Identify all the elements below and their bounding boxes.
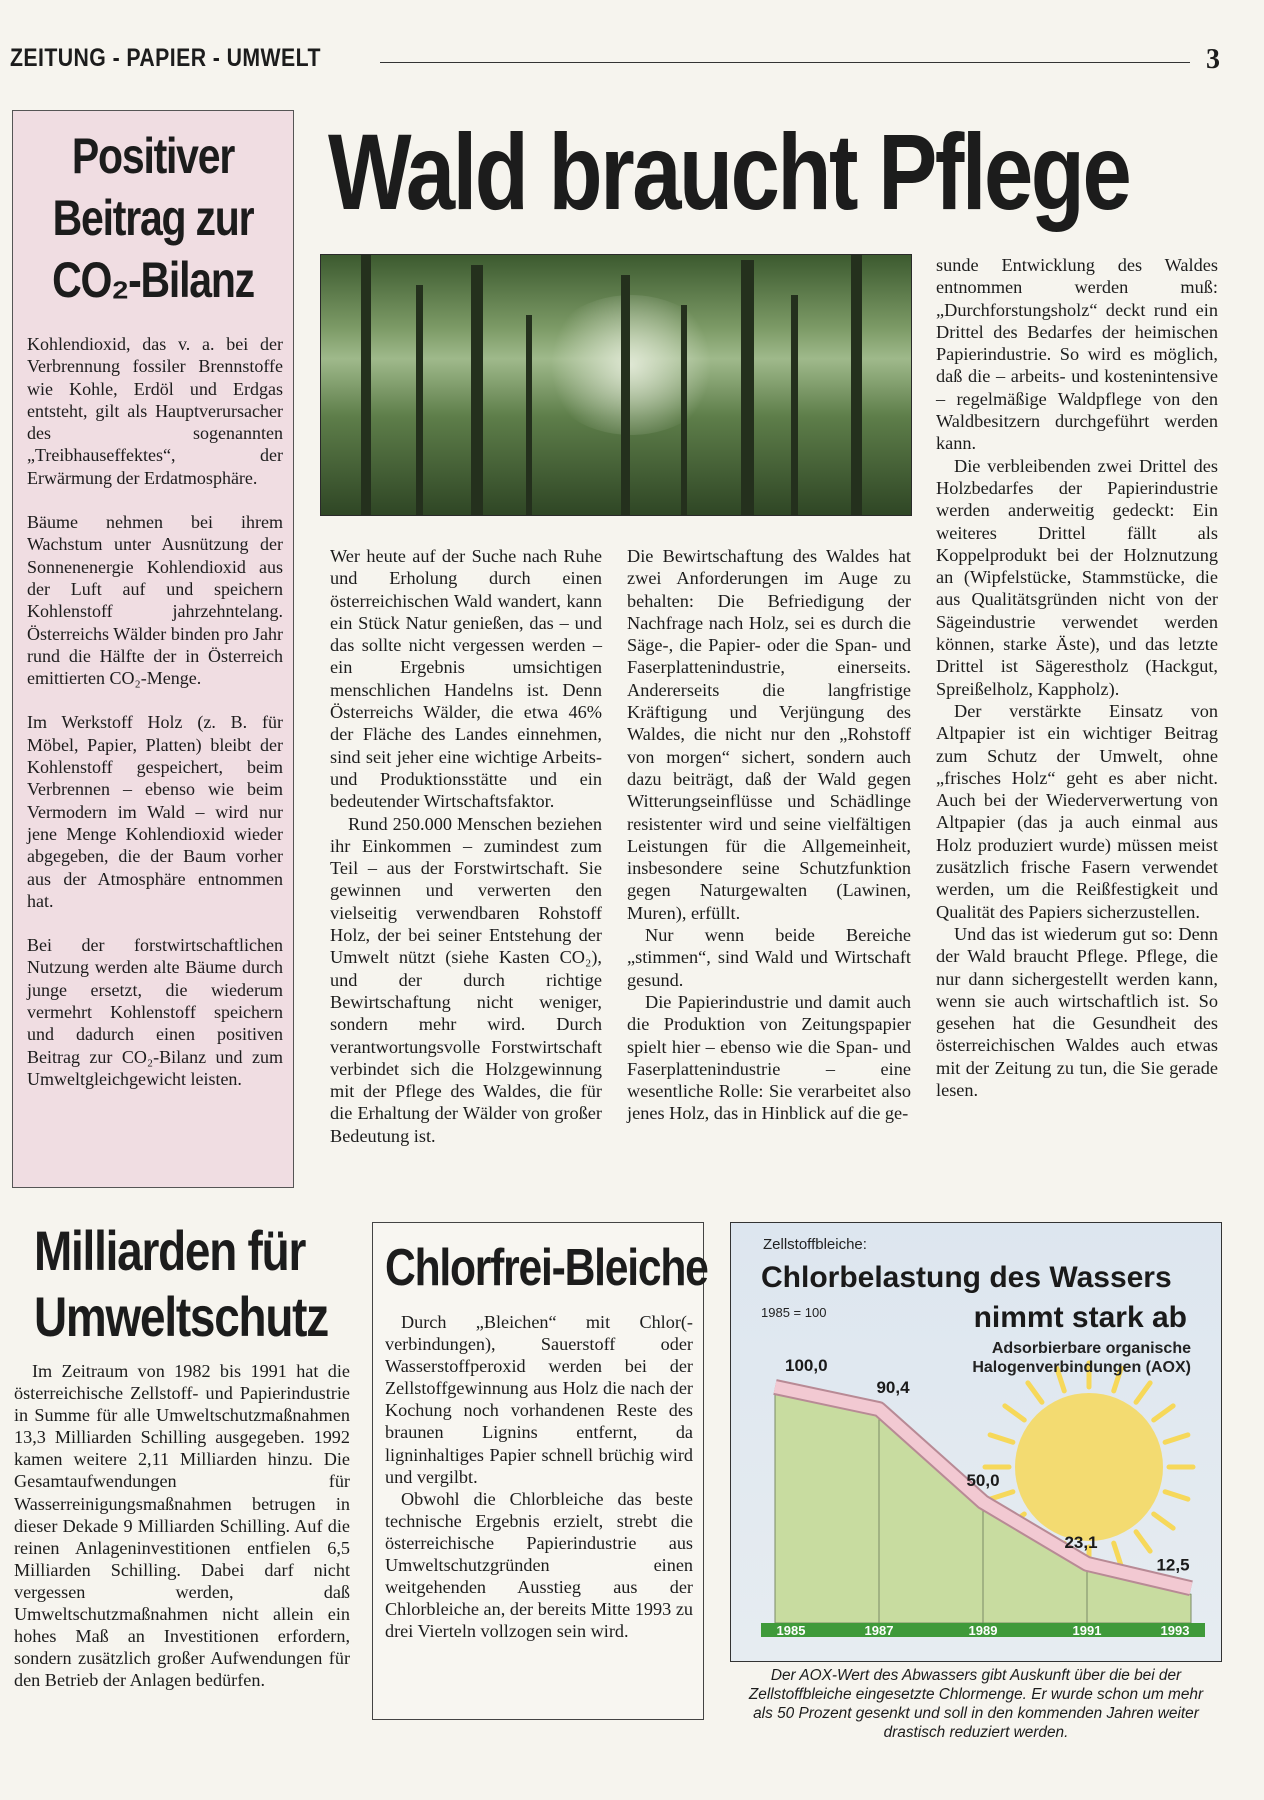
article-paragraph: Rund 250.000 Menschen beziehen ihr Einkommen – zumindest zum Teil – aus der Forstwirtschaft. Sie gewinnen und verwerten den vielseitig verwendbaren Rohstoff Holz, der bei seiner Entstehung der Umwelt nützt (siehe Kasten CO₂), und der durch richtige Bewirtschaftung nicht weniger, sondern mehr wird. Durch verantwortungsvolle Forstwirtschaft verbindet sich die Holzgewinnung mit der Pflege des Waldes, die für die Erhaltung der Wälder von großer Bedeutung ist. (330, 813, 602, 1146)
chlorfrei-paragraph: Obwohl die Chlorbleiche das beste technische Ergebnis erzielt, strebt die österreichische Papierindustrie aus Umweltschutzgründen einen weitgehenden Ausstieg aus der Chlorbleiche an, der bereits Mitte 1993 zu drei Vierteln vollzogen sein wird. (385, 1488, 693, 1642)
tree-trunk (416, 285, 423, 515)
sidebar-paragraph: Bäume nehmen bei ihrem Wachstum unter Ausnützung der Sonnenenergie Kohlendioxid aus der Luft auf und speichern Kohlenstoff jahrzehntelang. Österreichs Wälder binden pro Jahr rund die Hälfte der in Österreich emittierten CO₂-Menge. (27, 512, 283, 689)
sun-ray (1028, 1383, 1042, 1402)
chlorfrei-headline: Chlorfrei-Bleiche (385, 1239, 708, 1297)
milliarden-headline (34, 1218, 328, 1350)
sidebar-title-line3: CO₂-Bilanz (52, 252, 254, 308)
tree-trunk (526, 315, 532, 515)
article-paragraph: Die verbleibenden zwei Drittel des Holzbedarfes der Papierindustrie werden anderweitig gedeckt: Ein weiteres Drittel fällt als Koppelprodukt bei der Holznutzung an (Wipfelstücke, Stammstücke, die aus Qualitätsgründen nicht von der Sägeindustrie verwendet werden können, starke Äste), und das letzte Drittel ist Sägerestholz (Hackgut, Spreißelholz, Kappholz). (936, 455, 1218, 699)
sun-ray (1154, 1406, 1173, 1420)
article-paragraph: Und das ist wiederum gut so: Denn der Wald braucht Pflege. Pflege, die nur dann sichergestellt werden kann, wenn sie auch wirtschaftlich ist. So gesehen hat die Gesundheit des österreichischen Waldes auch etwas mit der Zeitung zu tun, die Sie gerade lesen. (936, 923, 1218, 1100)
milliarden-title-line2: Umweltschutz (34, 1285, 328, 1348)
chart-subtitle-line1: Adsorbierbare organische (991, 1340, 1191, 1357)
article-column-1 (330, 545, 602, 1147)
milliarden-title-line1: Milliarden für (34, 1219, 306, 1282)
milliarden-article (14, 1360, 350, 1691)
data-label: 12,5 (1156, 1555, 1190, 1575)
chart-title-line2: nimmt stark ab (973, 1301, 1187, 1334)
chart-title-line1: Chlorbelastung des Wassers (761, 1261, 1172, 1294)
sun-ray (990, 1435, 1013, 1442)
tree-trunk (471, 265, 483, 515)
tree-trunk (621, 275, 630, 515)
sidebar-title-line2: Beitrag zur (52, 190, 254, 246)
article-paragraph: Nur wenn beide Bereiche „stimmen“, sind Wald und Wirtschaft gesund. (627, 925, 911, 990)
x-tick-label: 1987 (864, 1623, 894, 1638)
sidebar-title (45, 125, 261, 311)
chart-subtitle-line2: Halogenverbindungen (AOX) (972, 1359, 1191, 1376)
article-paragraph: Die Bewirtschaftung des Waldes hat zwei Anforderungen im Auge zu behalten: Die Befriedigung der Nachfrage nach Holz, sei es durch die Säge-, die Papier- oder die Span- und Faserplattenindustrie, einerseits. Andererseits die langfristige Kräftigung und Verjüngung des Waldes, die nicht nur den „Rohstoff von morgen“ sichert, sondern auch dazu beiträgt, daß der Wald gegen Witterungseinflüsse und Schädlinge resistenter wird und seine vielfältigen Leistungen für die Allgemeinheit, insbesondere seine Schutzfunktion gegen Naturgewalten (Lawinen, Muren), erfüllt. (627, 546, 911, 923)
x-tick-label: 1991 (1072, 1623, 1102, 1638)
sidebar-title-line1: Positiver (71, 128, 235, 184)
sun-ray (1136, 1383, 1150, 1402)
sunlight-glow (541, 295, 721, 435)
article-paragraph: sunde Entwicklung des Waldes entnommen werden muß: „Durchforstungsholz“ deckt rund ein Drittel des Bedarfes der heimischen Papierindustrie. So wird es möglich, daß die – arbeits- und kostenintensive – regelmäßige Waldpflege von den Waldbesitzern durchgeführt werden kann. (936, 255, 1218, 454)
chlorfrei-paragraph: Durch „Bleichen“ mit Chlor(-verbindungen), Sauerstoff oder Wasserstoffperoxid werden bei der Zellstoffgewinnung aus Holz die nach der Kochung noch vorhandenen Reste des braunen Lignins entfernt, da ligninhaltiges Papier schnell brüchig wird und vergilbt. (385, 1312, 693, 1487)
data-label: 100,0 (785, 1356, 828, 1375)
sun-ray (1165, 1435, 1188, 1442)
tree-trunk (681, 305, 687, 515)
sidebar-paragraph: Im Werkstoff Holz (z. B. für Möbel, Papier, Platten) bleibt der Kohlenstoff gespeichert, beim Verbrennen – ebenso wie beim Vermodern im Wald – wird nur jene Menge Kohlendioxid wieder abgegeben, die der Baum vorher aus der Atmosphäre entnommen hat. (27, 712, 283, 911)
main-headline: Wald braucht Pflege (328, 111, 1130, 232)
sidebar-body (13, 333, 293, 1090)
article-column-2 (627, 545, 911, 1125)
sun-ray (1005, 1406, 1024, 1420)
chlorfrei-box (372, 1222, 708, 1720)
aox-chart (731, 1223, 1221, 1661)
sun-ray (1154, 1514, 1173, 1528)
header-rule (380, 62, 1190, 63)
tree-trunk (851, 255, 862, 515)
article-paragraph: Die Papierindustrie und damit auch die Produktion von Zeitungspapier spielt hier – ebenso wie die Span- und Faserplattenindustrie – eine wesentliche Rolle: Sie verarbeitet also jenes Holz, das in Hinblick auf die ge- (627, 991, 911, 1124)
aox-chart-box (730, 1222, 1222, 1662)
sun-shape (1015, 1393, 1163, 1541)
sun-ray (990, 1492, 1013, 1499)
page-number: 3 (1206, 44, 1220, 75)
chart-kicker: Zellstoffbleiche: (763, 1236, 867, 1253)
x-tick-label: 1989 (968, 1623, 998, 1638)
sun-ray (1165, 1492, 1188, 1499)
tree-trunk (791, 295, 798, 515)
data-label: 23,1 (1064, 1532, 1098, 1552)
sidebar-paragraph: Bei der forstwirtschaftlichen Nutzung werden alte Bäume durch junge ersetzt, die wiederum vermehrt Kohlenstoff speichern und dadurch einen positiven Beitrag zur CO₂-Bilanz und zum Umweltgleichgewicht leisten. (27, 935, 283, 1089)
article-paragraph: Wer heute auf der Suche nach Ruhe und Erholung durch einen österreichischen Wald wandert, kann ein Stück Natur genießen, das – und das sollte nicht vergessen werden – ein Ergebnis umsichtigen menschlichen Handelns ist. Denn Österreichs Wälder, die etwa 46% der Fläche des Landes einnehmen, sind seit jeher eine wichtige Arbeits- und Produktionsstätte und ein bedeutender Wirtschaftsfaktor. (330, 546, 602, 812)
tree-trunk (361, 255, 371, 515)
sun-ray (1136, 1532, 1150, 1551)
co2-sidebar-box (12, 110, 294, 1188)
article-column-3 (936, 254, 1218, 1101)
area-segment (775, 1393, 879, 1623)
data-label: 90,4 (876, 1378, 910, 1398)
x-tick-label: 1993 (1160, 1623, 1190, 1638)
article-paragraph: Der verstärkte Einsatz von Altpapier ist ein wichtiger Beitrag zum Schutz der Umwelt, ohne „frisches Holz“ geht es aber nicht. Auch bei der Wiederverwertung von Altpapier (das ja auch einmal aus Holz produziert wurde) müssen meist zusätzlich frische Fasern verwendet werden, um die Reißfestigkeit und Qualität des Papiers sicherzustellen. (936, 700, 1218, 922)
x-tick-label: 1985 (776, 1623, 806, 1638)
chart-index-note: 1985 = 100 (761, 1305, 827, 1320)
data-label: 50,0 (966, 1471, 1000, 1490)
tree-trunk (741, 260, 754, 515)
chart-caption: Der AOX-Wert des Abwassers gibt Auskunft über die bei der Zellstoffbleiche eingesetzte Chlormenge. Er wurde schon um mehr als 50 Prozent gesenkt und soll in den kommenden Jahren weiter drastisch reduziert werden. (748, 1667, 1204, 1741)
section-title: ZEITUNG - PAPIER - UMWELT (10, 44, 321, 72)
milliarden-paragraph: Im Zeitraum von 1982 bis 1991 hat die österreichische Zellstoff- und Papierindustrie in Summe für alle Umweltschutzmaßnahmen 13,3 Milliarden Schilling ausgegeben. 1992 kamen weitere 2,11 Milliarden hinzu. Die Gesamtaufwendungen für Wasserreinigungsmaßnahmen betrugen in dieser Dekade 9 Milliarden Schilling. Auf die reinen Anlageninvestitionen entfielen 6,5 Milliarden Schilling. Dabei darf nicht vergessen werden, daß Umweltschutzmaßnahmen nicht allein ein hohes Maß an Investitionen erfordern, sondern zusätzlich großer Aufwendungen für den Betrieb der Anlagen bedürfen. (14, 1361, 350, 1691)
forest-photo (320, 254, 912, 516)
sidebar-paragraph: Kohlendioxid, das v. a. bei der Verbrennung fossiler Brennstoffe wie Kohle, Erdöl und Erdgas entsteht, gilt als Hauptverursacher des sogenannten „Treibhauseffektes“, der Erwärmung der Erdatmosphäre. (27, 334, 283, 488)
